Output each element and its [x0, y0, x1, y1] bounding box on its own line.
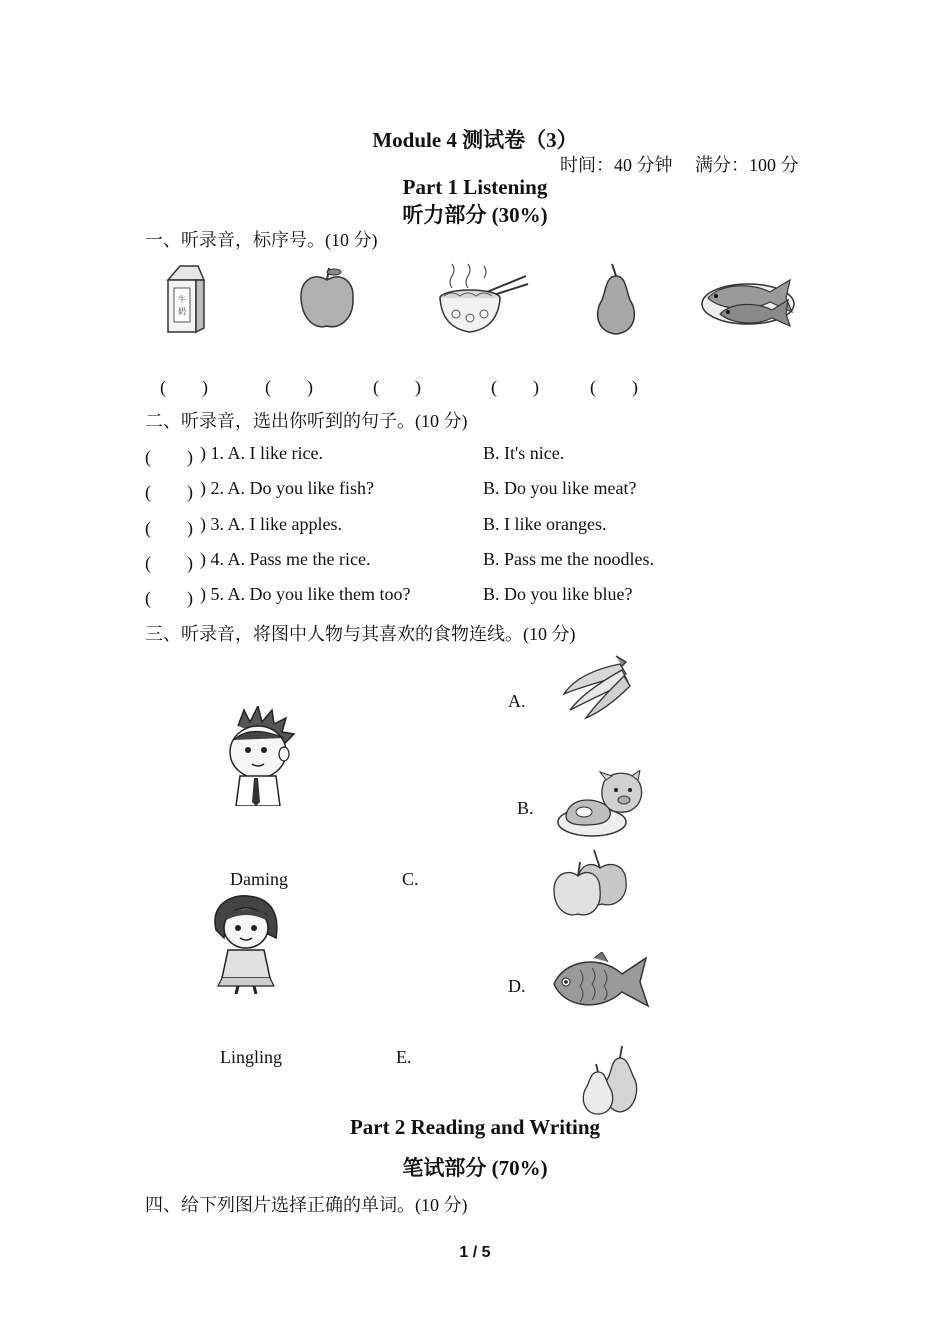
bananas-icon [560, 654, 634, 720]
section2-instruction: 二、听录音，选出你听到的句子。(10 分) [145, 411, 468, 431]
option-a: ) 4. A. Pass me the rice. [200, 549, 371, 569]
part2-title: Part 2 Reading and Writing [349, 1115, 601, 1139]
person-name-lingling: Lingling [220, 1047, 282, 1067]
option-a: ) 1. A. I like rice. [200, 443, 323, 463]
daming-icon [220, 706, 304, 806]
answer-paren[interactable]: ( ) [145, 518, 193, 538]
meat-icon [554, 770, 644, 842]
option-a: ) 2. A. Do you like fish? [200, 478, 374, 498]
answer-blank[interactable]: ( ) [590, 377, 638, 397]
question-row [145, 549, 845, 573]
section3-instruction: 三、听录音，将图中人物与其喜欢的食物连线。(10 分) [145, 624, 576, 644]
option-b: B. Do you like blue? [483, 584, 633, 604]
question-row [145, 443, 845, 467]
option-b: B. I like oranges. [483, 514, 607, 534]
question-row [145, 584, 845, 608]
lingling-icon [208, 894, 284, 994]
option-a: ) 5. A. Do you like them too? [200, 584, 411, 604]
question-row [145, 514, 845, 538]
answer-blank[interactable]: ( ) [265, 377, 313, 397]
option-label-c: C. [402, 869, 419, 889]
page-number: 1 / 5 [459, 1244, 491, 1261]
option-b: B. Do you like meat? [483, 478, 637, 498]
option-b: B. It's nice. [483, 443, 565, 463]
answer-paren[interactable]: ( ) [145, 482, 193, 502]
part2-subtitle: 笔试部分 (70%) [402, 1156, 548, 1180]
milk-carton-icon [160, 262, 210, 336]
option-label-a: A. [508, 691, 526, 711]
answer-paren[interactable]: ( ) [145, 447, 193, 467]
option-label-e: E. [396, 1047, 412, 1067]
pear-icon [588, 262, 644, 336]
option-a: ) 3. A. I like apples. [200, 514, 342, 534]
answer-blank[interactable]: ( ) [373, 377, 421, 397]
option-b: B. Pass me the noodles. [483, 549, 654, 569]
question-row [145, 478, 845, 502]
answer-blank[interactable]: ( ) [160, 377, 208, 397]
answer-paren[interactable]: ( ) [145, 553, 193, 573]
svg-text:牛: 牛 [178, 295, 186, 304]
section1-instruction: 一、听录音，标序号。(10 分) [145, 230, 378, 250]
apple-icon [296, 266, 358, 332]
answer-blank[interactable]: ( ) [491, 377, 539, 397]
option-label-b: B. [517, 798, 534, 818]
part1-title: Part 1 Listening [402, 175, 548, 199]
pears-icon [578, 1044, 642, 1116]
exam-meta: 时间：40 分钟 满分：100 分 [560, 155, 799, 175]
noodles-bowl-icon [434, 262, 530, 338]
part1-subtitle: 听力部分 (30%) [402, 203, 548, 227]
section4-instruction: 四、给下列图片选择正确的单词。(10 分) [145, 1195, 468, 1215]
svg-text:奶: 奶 [178, 307, 186, 316]
person-name-daming: Daming [230, 869, 288, 889]
answer-paren[interactable]: ( ) [145, 588, 193, 608]
fish-plate-icon [700, 264, 800, 334]
apples-icon [550, 848, 630, 922]
page-title: Module 4 测试卷（3） [372, 128, 578, 152]
fish-icon [550, 952, 650, 1012]
option-label-d: D. [508, 976, 526, 996]
